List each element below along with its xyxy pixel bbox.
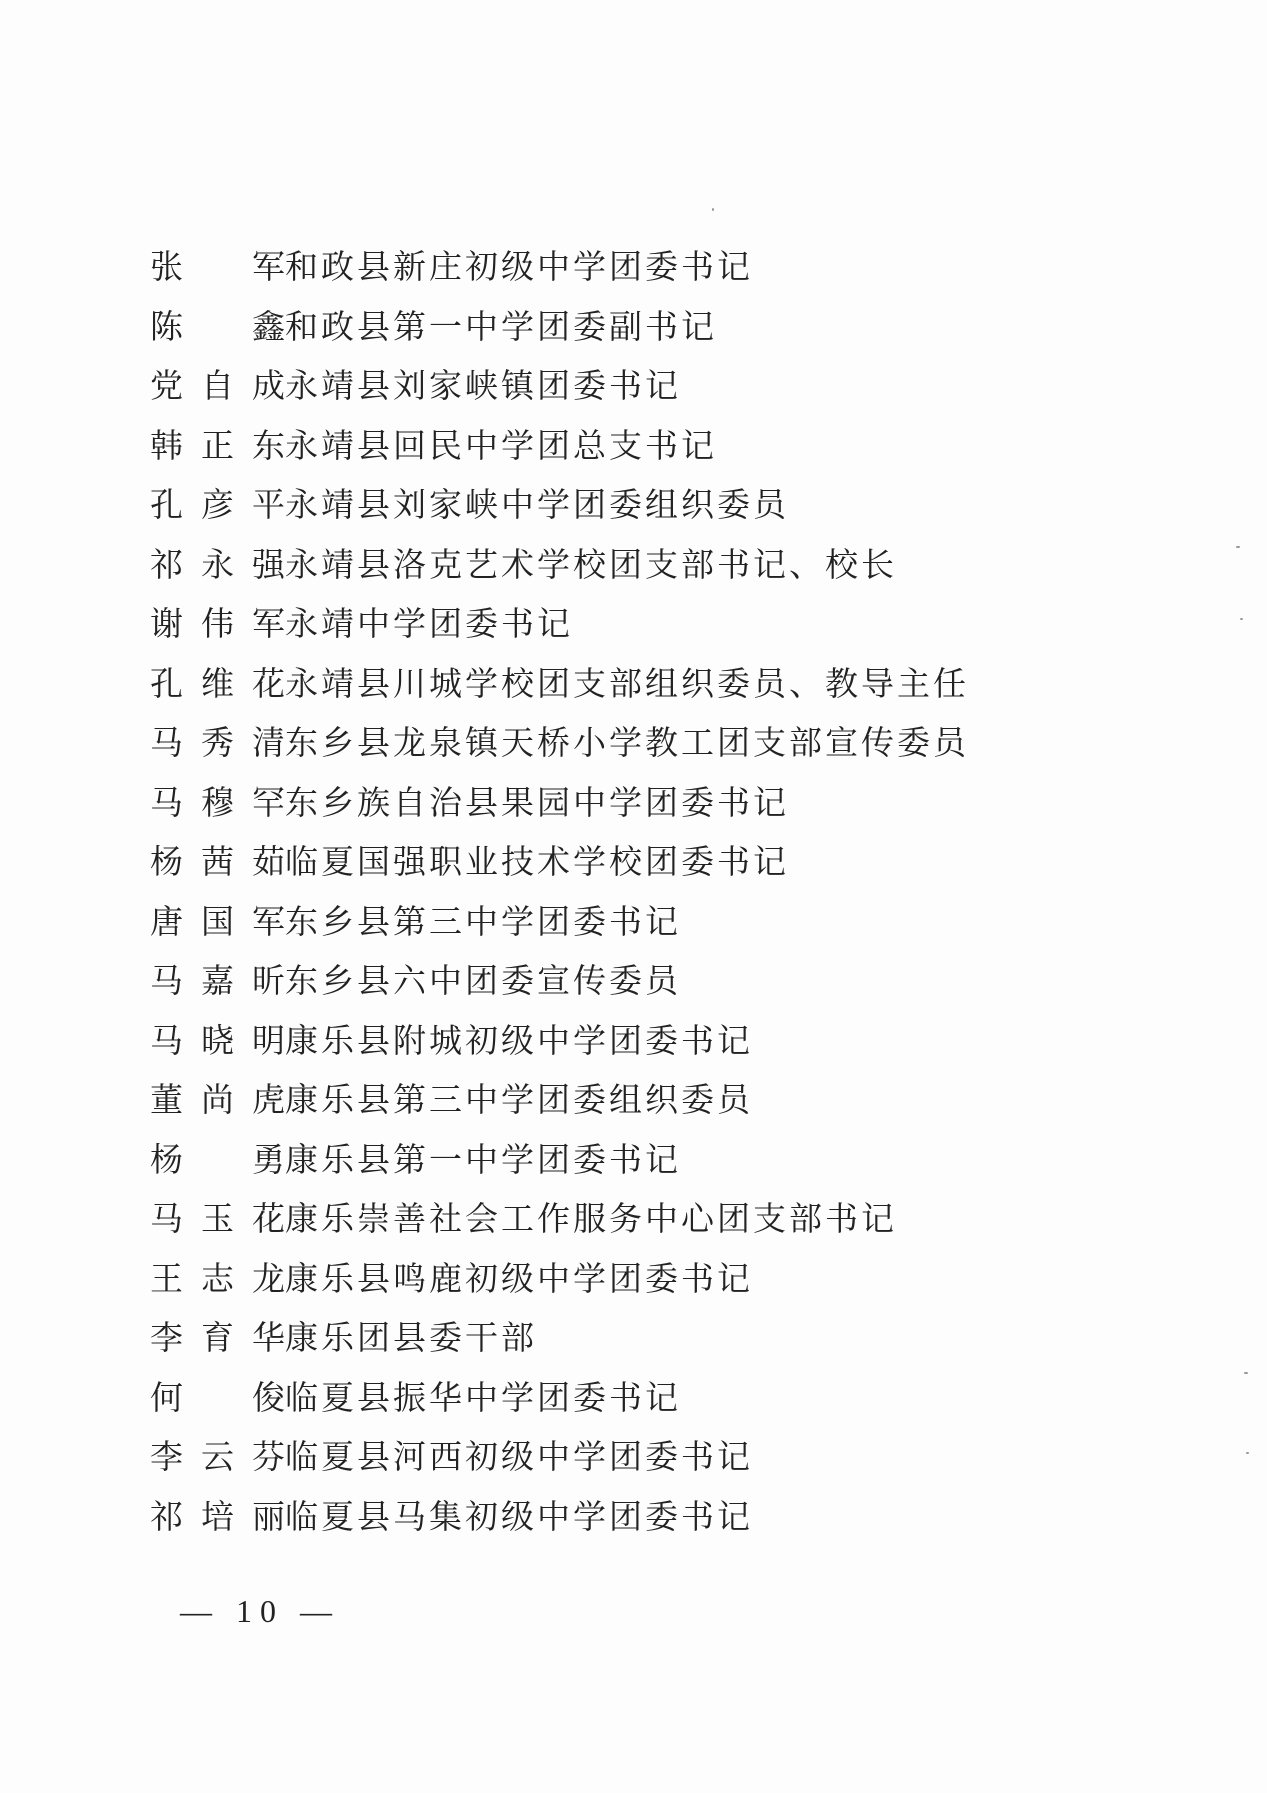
name-character: 华 bbox=[252, 1318, 285, 1358]
person-position: 康乐县第三中学团委组织委员 bbox=[285, 1080, 753, 1120]
name-character: 祁 bbox=[150, 544, 183, 584]
person-position: 永靖县川城学校团支部组织委员、教导主任 bbox=[285, 663, 969, 703]
name-character: 唐 bbox=[150, 901, 183, 941]
name-character: 东 bbox=[252, 425, 285, 465]
person-position: 东乡族自治县果园中学团委书记 bbox=[285, 782, 789, 822]
person-name bbox=[150, 301, 285, 348]
name-character: 花 bbox=[252, 1199, 285, 1239]
name-character: 穆 bbox=[201, 782, 234, 822]
name-character: 王 bbox=[150, 1258, 183, 1298]
name-character: 玉 bbox=[201, 1199, 234, 1239]
name-character: 强 bbox=[252, 544, 285, 584]
name-character: 李 bbox=[150, 1437, 183, 1477]
person-name bbox=[150, 1491, 285, 1538]
person-position: 永靖县洛克艺术学校团支部书记、校长 bbox=[285, 544, 897, 584]
list-item bbox=[150, 890, 1150, 950]
list-item bbox=[150, 295, 1150, 355]
person-position: 东乡县第三中学团委书记 bbox=[285, 901, 681, 941]
person-name bbox=[150, 836, 285, 883]
name-character: 嘉 bbox=[201, 961, 234, 1001]
name-character: 党 bbox=[150, 366, 183, 406]
name-character: 杨 bbox=[150, 842, 183, 882]
person-name bbox=[150, 479, 285, 526]
name-character: 云 bbox=[201, 1437, 234, 1477]
list-item bbox=[150, 1068, 1150, 1128]
name-character: 龙 bbox=[252, 1258, 285, 1298]
person-name bbox=[150, 360, 285, 407]
person-position: 康乐团县委干部 bbox=[285, 1318, 537, 1358]
list-item bbox=[150, 354, 1150, 414]
list-item bbox=[150, 1366, 1150, 1426]
name-character: 罕 bbox=[252, 782, 285, 822]
person-name bbox=[150, 717, 285, 764]
list-item bbox=[150, 1247, 1150, 1307]
name-character: 何 bbox=[150, 1377, 183, 1417]
person-name bbox=[150, 1372, 285, 1419]
person-name bbox=[150, 1431, 285, 1478]
person-name bbox=[150, 896, 285, 943]
name-character: 育 bbox=[201, 1318, 234, 1358]
person-name bbox=[150, 1134, 285, 1181]
person-name bbox=[150, 1015, 285, 1062]
name-character: 董 bbox=[150, 1080, 183, 1120]
name-character: 马 bbox=[150, 961, 183, 1001]
name-character: 清 bbox=[252, 723, 285, 763]
name-character: 鑫 bbox=[252, 306, 285, 346]
name-character: 彦 bbox=[201, 485, 234, 525]
list-item bbox=[150, 711, 1150, 771]
list-item bbox=[150, 771, 1150, 831]
person-name bbox=[150, 1193, 285, 1240]
name-character: 秀 bbox=[201, 723, 234, 763]
list-item bbox=[150, 473, 1150, 533]
name-character: 正 bbox=[201, 425, 234, 465]
name-character: 俊 bbox=[252, 1377, 285, 1417]
person-name bbox=[150, 1074, 285, 1121]
person-name bbox=[150, 955, 285, 1002]
name-character: 虎 bbox=[252, 1080, 285, 1120]
person-name bbox=[150, 777, 285, 824]
name-character: 勇 bbox=[252, 1139, 285, 1179]
list-item bbox=[150, 1485, 1150, 1545]
person-position: 东乡县六中团委宣传委员 bbox=[285, 961, 681, 1001]
person-position: 永靖县刘家峡中学团委组织委员 bbox=[285, 485, 789, 525]
name-character: 永 bbox=[201, 544, 234, 584]
person-position: 临夏县河西初级中学团委书记 bbox=[285, 1437, 753, 1477]
scan-speck bbox=[1236, 546, 1240, 548]
scan-speck bbox=[1240, 618, 1243, 620]
name-character: 祁 bbox=[150, 1496, 183, 1536]
person-position: 临夏县马集初级中学团委书记 bbox=[285, 1496, 753, 1536]
name-character: 晓 bbox=[201, 1020, 234, 1060]
name-character: 花 bbox=[252, 663, 285, 703]
person-position: 永靖县刘家峡镇团委书记 bbox=[285, 366, 681, 406]
scan-speck bbox=[712, 208, 714, 211]
name-character: 李 bbox=[150, 1318, 183, 1358]
list-item bbox=[150, 592, 1150, 652]
name-character: 维 bbox=[201, 663, 234, 703]
name-character: 军 bbox=[252, 901, 285, 941]
list-item bbox=[150, 1128, 1150, 1188]
name-character: 培 bbox=[201, 1496, 234, 1536]
name-character: 马 bbox=[150, 1020, 183, 1060]
person-position: 康乐崇善社会工作服务中心团支部书记 bbox=[285, 1199, 897, 1239]
person-name bbox=[150, 1312, 285, 1359]
list-item bbox=[150, 949, 1150, 1009]
name-character: 张 bbox=[150, 247, 183, 287]
person-position: 东乡县龙泉镇天桥小学教工团支部宣传委员 bbox=[285, 723, 969, 763]
person-position: 康乐县附城初级中学团委书记 bbox=[285, 1020, 753, 1060]
name-character: 马 bbox=[150, 782, 183, 822]
personnel-list bbox=[150, 235, 1150, 1544]
name-character: 明 bbox=[252, 1020, 285, 1060]
name-character: 丽 bbox=[252, 1496, 285, 1536]
name-character: 成 bbox=[252, 366, 285, 406]
name-character: 伟 bbox=[201, 604, 234, 644]
name-character: 军 bbox=[252, 247, 285, 287]
name-character: 陈 bbox=[150, 306, 183, 346]
list-item bbox=[150, 235, 1150, 295]
list-item bbox=[150, 533, 1150, 593]
list-item bbox=[150, 414, 1150, 474]
list-item bbox=[150, 1187, 1150, 1247]
person-position: 永靖县回民中学团总支书记 bbox=[285, 425, 717, 465]
person-position: 临夏国强职业技术学校团委书记 bbox=[285, 842, 789, 882]
name-character: 军 bbox=[252, 604, 285, 644]
name-character: 马 bbox=[150, 1199, 183, 1239]
list-item bbox=[150, 1425, 1150, 1485]
person-position: 临夏县振华中学团委书记 bbox=[285, 1377, 681, 1417]
person-position: 康乐县第一中学团委书记 bbox=[285, 1139, 681, 1179]
name-character: 韩 bbox=[150, 425, 183, 465]
person-name bbox=[150, 539, 285, 586]
list-item bbox=[150, 652, 1150, 712]
name-character: 杨 bbox=[150, 1139, 183, 1179]
person-position: 和政县新庄初级中学团委书记 bbox=[285, 247, 753, 287]
name-character: 志 bbox=[201, 1258, 234, 1298]
name-character: 茹 bbox=[252, 842, 285, 882]
person-name bbox=[150, 241, 285, 288]
name-character: 尚 bbox=[201, 1080, 234, 1120]
person-position: 康乐县鸣鹿初级中学团委书记 bbox=[285, 1258, 753, 1298]
list-item bbox=[150, 830, 1150, 890]
person-position: 永靖中学团委书记 bbox=[285, 604, 573, 644]
person-position: 和政县第一中学团委副书记 bbox=[285, 306, 717, 346]
scan-speck bbox=[1244, 1372, 1248, 1374]
name-character: 昕 bbox=[252, 961, 285, 1001]
name-character: 平 bbox=[252, 485, 285, 525]
name-character: 马 bbox=[150, 723, 183, 763]
scan-speck bbox=[1246, 1452, 1249, 1454]
list-item bbox=[150, 1306, 1150, 1366]
name-character: 孔 bbox=[150, 663, 183, 703]
page-number: — 10 — bbox=[180, 1593, 340, 1629]
person-name bbox=[150, 598, 285, 645]
person-name bbox=[150, 1253, 285, 1300]
name-character: 谢 bbox=[150, 604, 183, 644]
person-name bbox=[150, 420, 285, 467]
name-character: 孔 bbox=[150, 485, 183, 525]
name-character: 自 bbox=[201, 366, 234, 406]
name-character: 茜 bbox=[201, 842, 234, 882]
list-item bbox=[150, 1009, 1150, 1069]
person-name bbox=[150, 658, 285, 705]
name-character: 芬 bbox=[252, 1437, 285, 1477]
name-character: 国 bbox=[201, 901, 234, 941]
